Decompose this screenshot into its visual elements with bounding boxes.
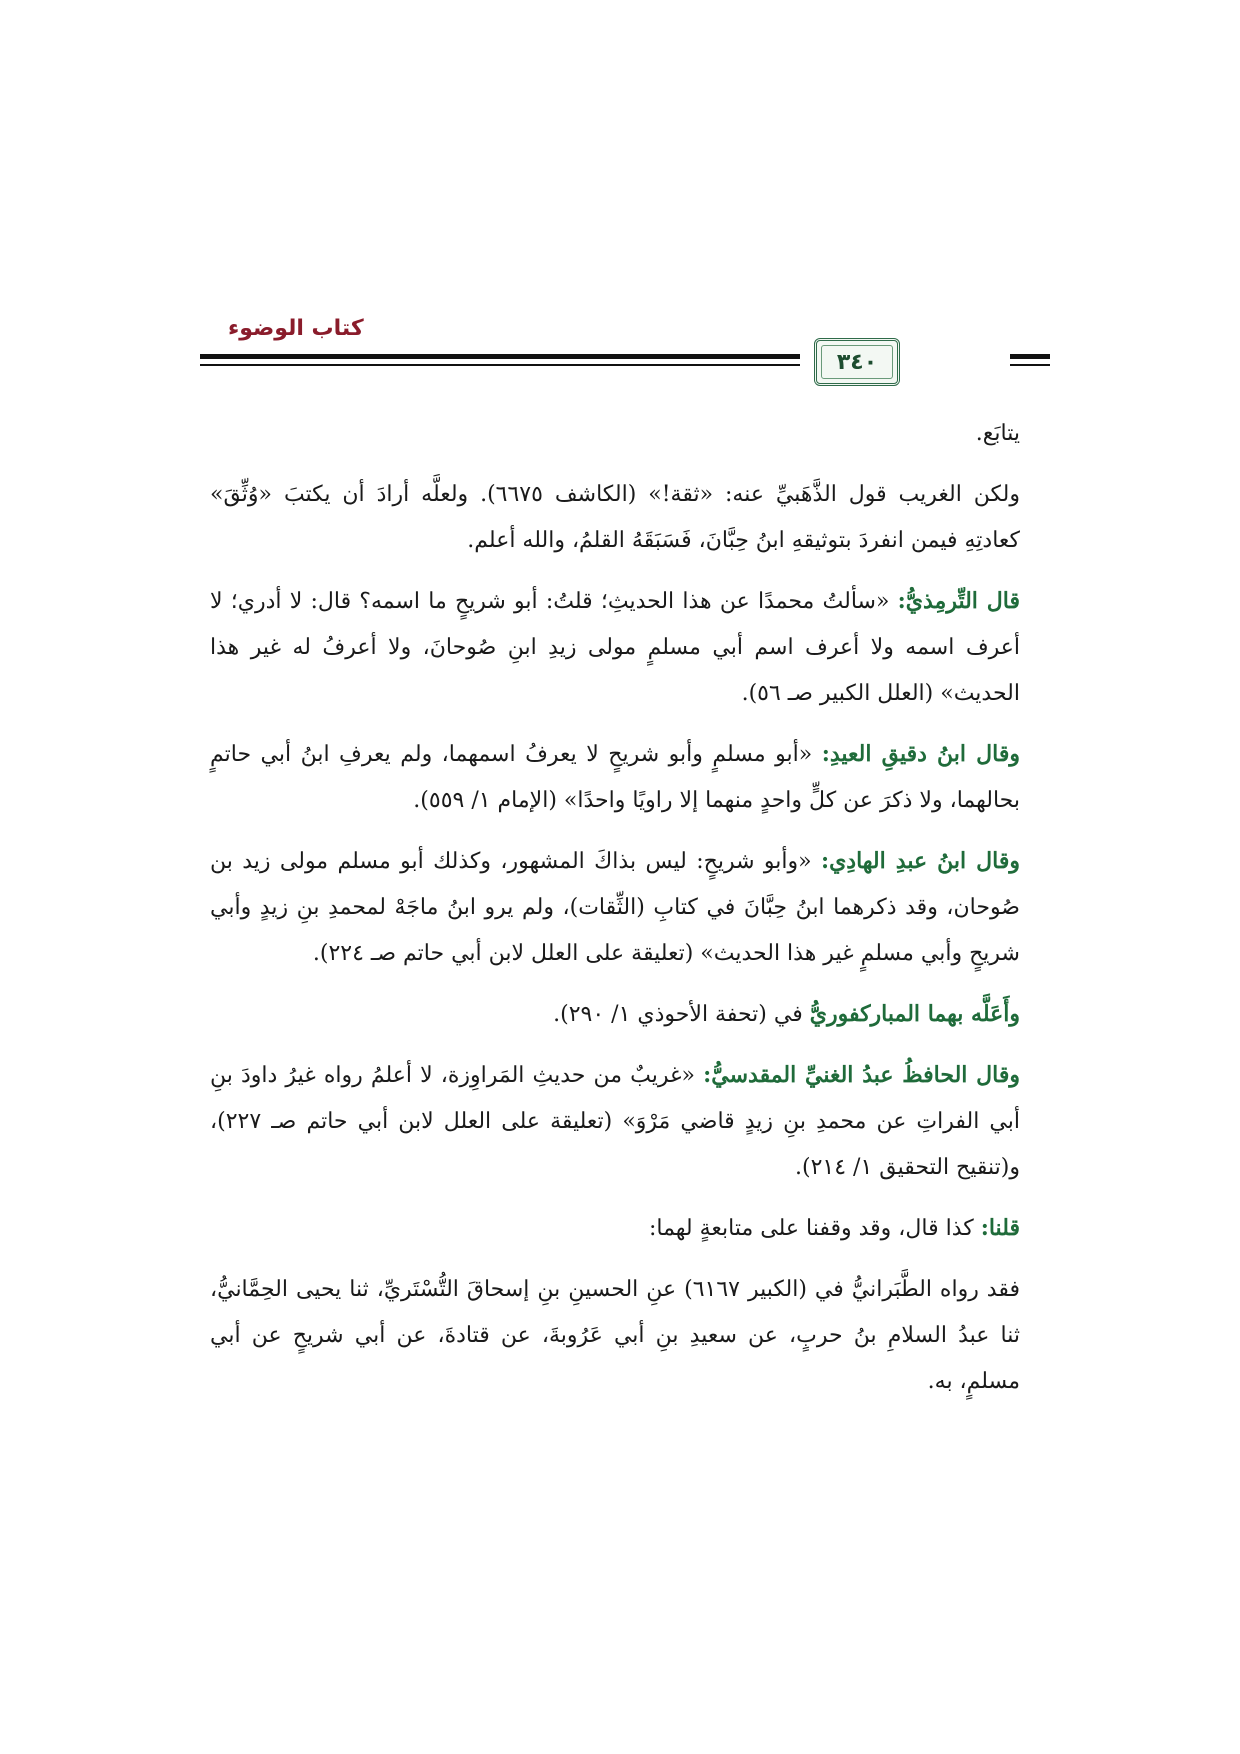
paragraph-text: في (تحفة الأحوذي ١/ ٢٩٠).: [553, 1002, 803, 1027]
page-body: [210, 410, 1020, 1419]
header-rule: [200, 354, 800, 374]
paragraph-label: قال التِّرمِذيُّ:: [897, 588, 1020, 614]
paragraph-text: «وأبو شريحٍ: ليس بذاكَ المشهور، وكذلك أبو مسلم مولى زيد بن صُوحان، وقد ذكرهما ابنُ حِبَّانَ في كتابِ (الثِّقات)، ولم يرو ابنُ ماجَهْ لمحمدِ بنِ زيدٍ وأبي شريحٍ وأبي مسلمٍ غير هذا الحديث» (تعليقة على العلل لابن أبي حاتم صـ ٢٢٤).: [210, 849, 1020, 966]
paragraph-text: «أبو مسلمٍ وأبو شريحٍ لا يعرفُ اسمهما، ولم يعرفِ ابنُ أبي حاتمٍ بحالهما، ولا ذكرَ عن كلٍّ واحدٍ منهما إلا راويًا واحدًا» (الإمام ١/ ٥٥٩).: [210, 742, 1020, 813]
paragraph-label: وأَعَلَّه بهما المباركفوريُّ: [809, 1001, 1020, 1027]
paragraph-text: ولكن الغريب قول الذَّهَبيِّ عنه: «ثقة!» (الكاشف ٦٦٧٥). ولعلَّه أرادَ أن يكتبَ «وُثِّقَ» كعادتِهِ فيمن انفردَ بتوثيقهِ ابنُ حِبَّانَ، فَسَبَقَهُ القلمُ، والله أعلم.: [210, 482, 1020, 553]
paragraph-text: كذا قال، وقد وقفنا على متابعةٍ لهما:: [648, 1216, 974, 1241]
paragraph: [210, 1205, 1020, 1252]
paragraph: [210, 838, 1020, 977]
page-number: ٣٤٠: [836, 349, 878, 375]
paragraph-label: وقال ابنُ دقيقِ العيدِ:: [821, 741, 1021, 767]
paragraph-text: «غريبٌ من حديثِ المَراوِزة، لا أعلمُ رواه غيرُ داودَ بنِ أبي الفراتِ عن محمدِ بنِ زيدٍ قاضي مَرْوَ» (تعليقة على العلل لابن أبي حاتم صـ ٢٢٧)، و(تنقيح التحقيق ١/ ٢١٤).: [210, 1063, 1020, 1180]
paragraph: [210, 471, 1020, 564]
paragraph: [210, 410, 1020, 457]
paragraph: [210, 991, 1020, 1038]
paragraph: [210, 578, 1020, 717]
paragraph-text: يتابَع.: [975, 421, 1020, 446]
page-number-badge: [814, 338, 900, 386]
paragraph-text: فقد رواه الطَّبَرانيُّ في (الكبير ٦١٦٧) عنِ الحسينِ بنِ إسحاقَ التُّسْتَريِّ، ثنا يحيى الحِمَّانيُّ، ثنا عبدُ السلامِ بنُ حربٍ، عن سعيدِ بنِ أبي عَرُوبةَ، عن قتادةَ، عن أبي شريحٍ عن أبي مسلمٍ، به.: [210, 1277, 1021, 1394]
paragraph-label: وقال ابنُ عبدِ الهادِي:: [820, 848, 1020, 874]
paragraph: [210, 1266, 1020, 1405]
paragraph-label: وقال الحافظُ عبدُ الغنيِّ المقدسيُّ:: [703, 1062, 1021, 1088]
paragraph: [210, 1052, 1020, 1191]
paragraph-text: «سألتُ محمدًا عن هذا الحديثِ؛ قلتُ: أبو شريحٍ ما اسمه؟ قال: لا أدري؛ لا أعرف اسمه ولا أعرف اسم أبي مسلمٍ مولى زيدِ ابنِ صُوحانَ، ولا أعرفُ له غير هذا الحديث» (العلل الكبير صـ ٥٦).: [210, 589, 1020, 706]
book-title: كتاب الوضوء: [228, 316, 364, 341]
paragraph-label: قلنا:: [980, 1215, 1020, 1241]
paragraph: [210, 731, 1020, 824]
page-header: [200, 316, 1050, 396]
header-rule-tail: [1010, 354, 1050, 374]
